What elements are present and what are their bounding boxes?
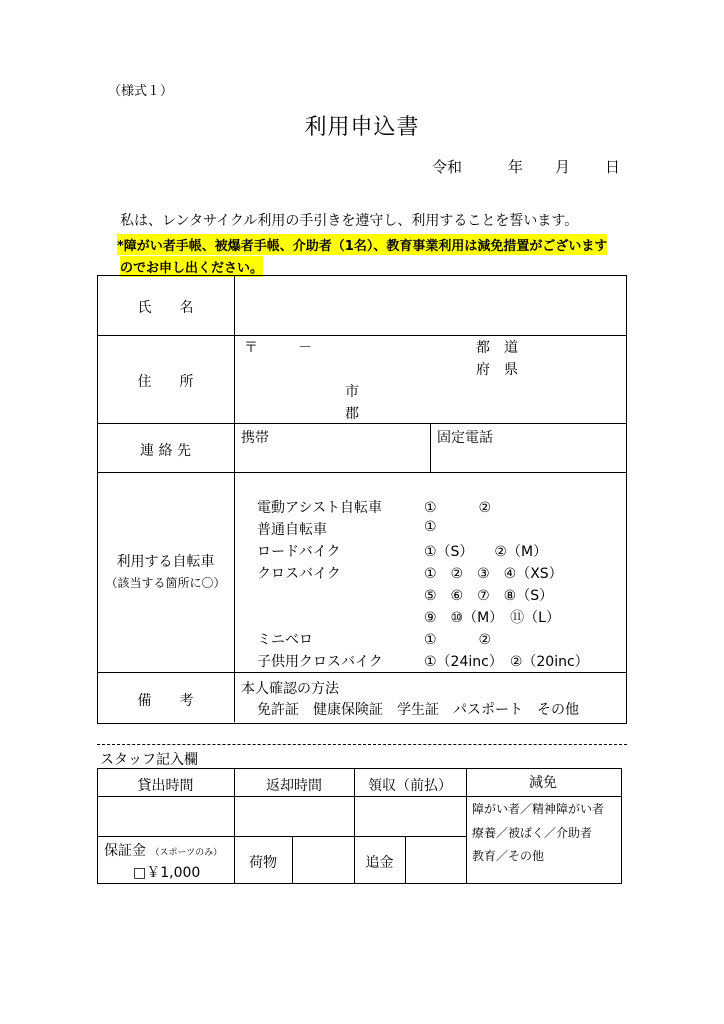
name-label: 氏 名: [137, 300, 194, 316]
bike-type-options[interactable]: ①（24inc） ②（20inc）: [424, 654, 589, 670]
bike-type-options[interactable]: ⑨ ⑩（M） ⑪（L）: [424, 610, 560, 626]
bike-type-options[interactable]: ① ②: [424, 632, 492, 648]
bike-type-options[interactable]: ① ② ③ ④（XS）: [424, 566, 563, 582]
address-label: 住 所: [137, 374, 194, 390]
bike-type-name: ミニベロ: [257, 632, 313, 648]
exemption-label: 減免: [529, 775, 557, 791]
staff-section-title: スタッフ記入欄: [100, 752, 198, 768]
mobile-label: 携帯: [241, 430, 269, 446]
bike-type-name: 普通自転車: [257, 522, 327, 538]
city-label: 市: [345, 384, 359, 400]
bike-type-name: 子供用クロスバイク: [257, 654, 383, 670]
label-column-divider: [234, 275, 235, 722]
staff-col-divider: [292, 836, 293, 883]
page-title: 利用申込書: [304, 115, 420, 140]
date-year: 年: [508, 158, 524, 176]
to-dou-label: 都 道: [476, 340, 518, 356]
postal-mark: 〒: [244, 340, 258, 356]
deposit-label-text: 保証金: [104, 843, 146, 859]
row-divider: [97, 423, 626, 424]
row-divider: [97, 672, 626, 673]
postal-dash: －: [298, 340, 312, 356]
row-divider: [97, 335, 626, 336]
exemption-item[interactable]: 障がい者／精神障がい者: [472, 802, 605, 816]
bike-sublabel: （該当する箇所に〇）: [105, 576, 226, 590]
exemption-item[interactable]: 療養／被ばく／介助者: [472, 826, 593, 840]
row-divider: [97, 472, 626, 473]
luggage-label: 荷物: [249, 855, 277, 871]
contact-label: 連 絡 先: [140, 443, 191, 459]
deposit-label: [104, 840, 222, 860]
contact-divider: [430, 423, 431, 472]
fu-ken-label: 府 県: [476, 362, 518, 378]
rental-time-label: 貸出時間: [137, 778, 194, 794]
gun-label: 郡: [345, 406, 359, 422]
deposit-note: （スポーツのみ）: [150, 848, 223, 858]
id-check-methods[interactable]: 免許証 健康保険証 学生証 パスポート その他: [257, 702, 579, 718]
date-day: 日: [605, 158, 621, 176]
receipt-label: 領収（前払）: [368, 778, 452, 794]
bike-type-options[interactable]: ①: [424, 519, 437, 535]
landline-label: 固定電話: [437, 430, 493, 446]
staff-row-divider: [97, 836, 466, 837]
bike-type-options[interactable]: ① ②: [424, 500, 492, 516]
staff-separator: [97, 744, 627, 745]
id-check-title: 本人確認の方法: [241, 681, 339, 697]
remarks-label: 備 考: [137, 693, 194, 709]
bike-type-options[interactable]: ①（S） ②（M）: [424, 544, 548, 560]
exemption-item[interactable]: 教育／その他: [472, 849, 545, 863]
form-number: （様式１）: [108, 84, 174, 99]
bike-label: 利用する自転車: [116, 554, 215, 570]
discount-notice-line1: *障がい者手帳、被爆者手帳、介助者（1名）、教育事業利用は減免措置がございます: [117, 234, 607, 255]
deposit-amount[interactable]: □￥1,000: [133, 865, 201, 881]
staff-col-divider: [405, 836, 406, 883]
return-time-label: 返却時間: [266, 778, 322, 794]
staff-row-divider: [97, 796, 621, 797]
date-month: 月: [555, 158, 571, 176]
date-era: 令和: [432, 158, 463, 176]
extra-fee-label: 追金: [365, 855, 394, 871]
pledge-text: 私は、レンタサイクル利用の手引きを遵守し、利用することを誓います。: [120, 213, 579, 229]
name-field[interactable]: [240, 281, 620, 329]
bike-type-options[interactable]: ⑤ ⑥ ⑦ ⑧（S）: [424, 588, 554, 604]
discount-notice-line2: のでお申し出ください。: [120, 256, 263, 277]
bike-type-name: 電動アシスト自転車: [257, 500, 383, 516]
bike-type-name: ロードバイク: [257, 544, 341, 560]
bike-type-name: クロスバイク: [257, 566, 341, 582]
